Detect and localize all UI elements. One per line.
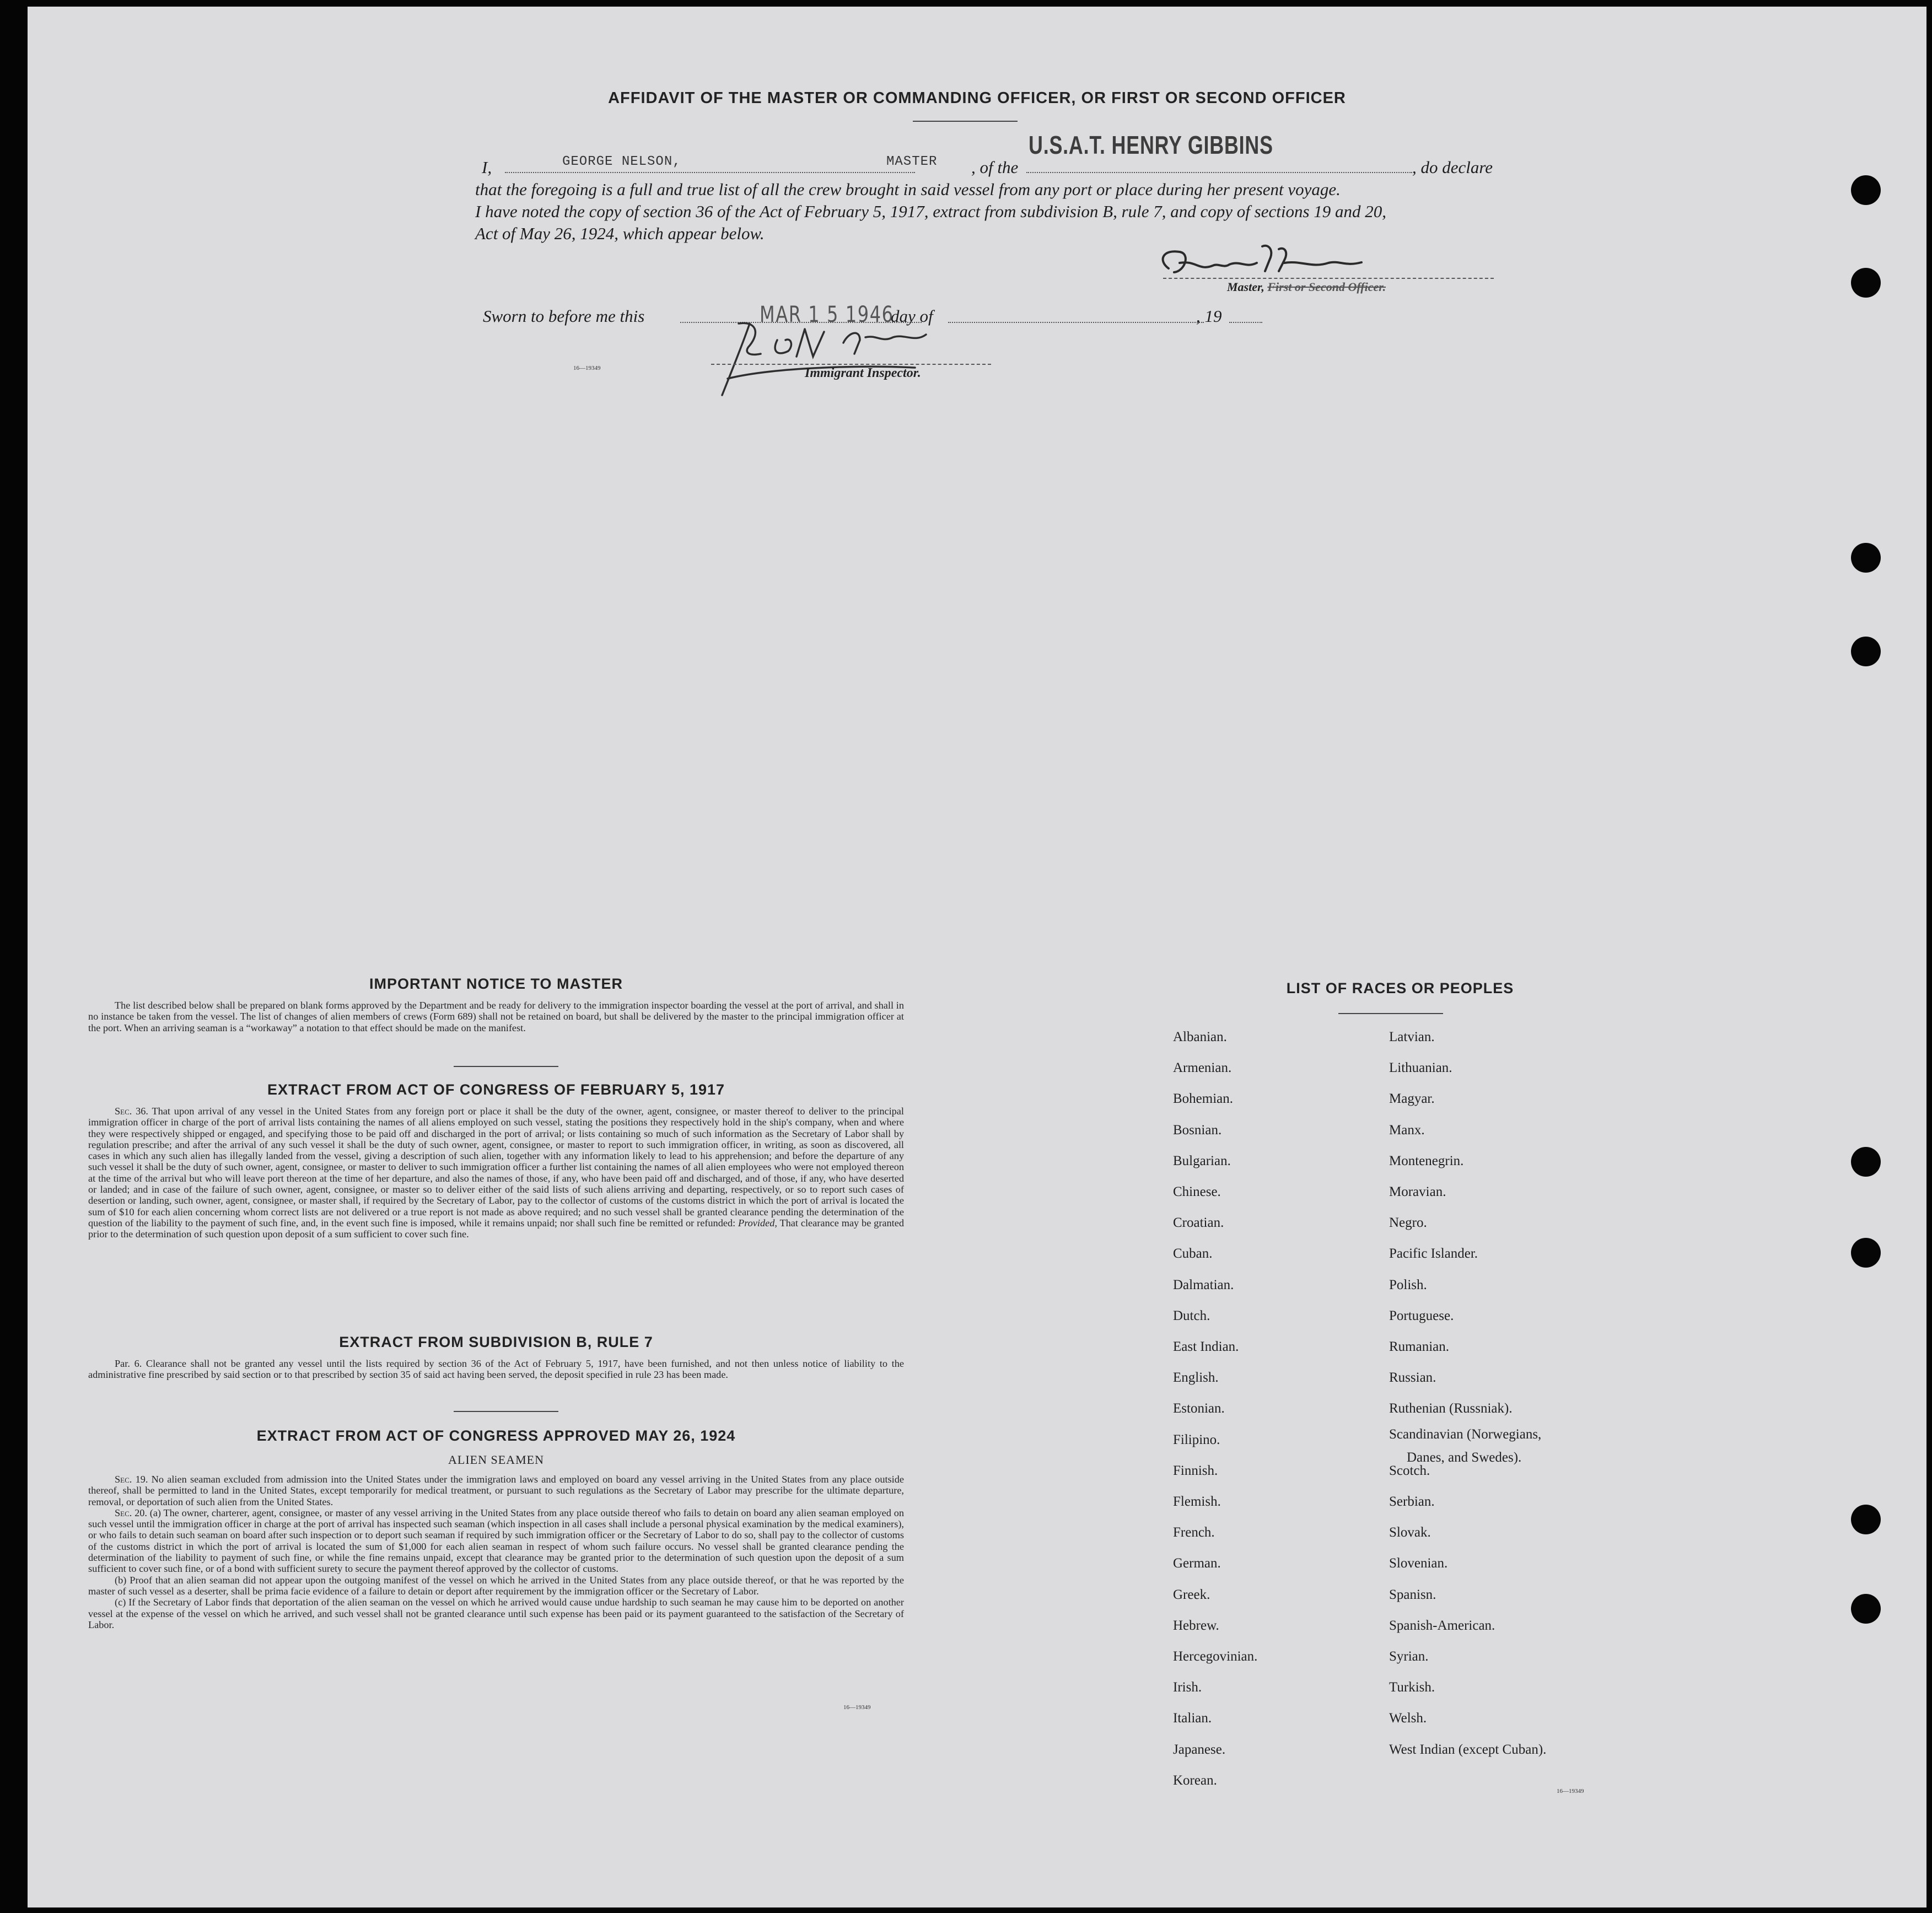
binder-hole bbox=[1851, 1238, 1881, 1268]
notice-paragraph: The list described below shall be prepared on blank forms approved by the Department and be ready for delivery to the immigration inspector boarding the vessel at the port of arrival, and shall in no instance be taken from the vessel. The list of changes of alien members of crews (Form 689) shall not be retained on board, but shall be delivered by the master to the principal immigration officer at the port. When an arriving seaman is a “workaway” a notation to that effect should be made on the manifest. bbox=[88, 1000, 904, 1033]
race-item: Chinese. bbox=[1173, 1184, 1221, 1199]
race-item: Filipino. bbox=[1173, 1432, 1220, 1447]
race-item: Slovak. bbox=[1389, 1525, 1431, 1540]
race-item: East Indian. bbox=[1173, 1339, 1239, 1354]
race-item: Manx. bbox=[1389, 1122, 1425, 1138]
race-item: Serbian. bbox=[1389, 1494, 1435, 1509]
sec20a-text: (a) The owner, charterer, agent, consignee, or master of any vessel arriving in the United States from any place outside thereof who fails to detain on board any alien seaman employed on such vessel until the immigration officer in charge at the port of arrival has inspected such seaman (which inspection in all cases shall include a personal physical examination by the medical examiners), or who fails to detain such seaman on board after such inspection or to deport such seaman if required by such immigration officer or the Secretary of Labor to do so, shall pay to the collector of customs of the customs district in which the port of arrival is located the sum of $1,000 for each alien seaman in respect of whom such failure occurs. No vessel shall be granted clearance pending the determination of the liability to payment of such fine, or while the fine remains unpaid, except that clearance may be granted prior to the determination of such question upon the deposit of a sum sufficient to cover such fine, or of a bond with sufficient surety to secure the payment thereof approved by the collector of customs. bbox=[88, 1507, 904, 1575]
race-item: Montenegrin. bbox=[1389, 1153, 1464, 1168]
binder-hole bbox=[1851, 1594, 1881, 1624]
race-item: English. bbox=[1173, 1370, 1219, 1386]
race-item: Spanisn. bbox=[1389, 1587, 1436, 1602]
race-item: Welsh. bbox=[1389, 1711, 1427, 1726]
race-item: Armenian. bbox=[1173, 1060, 1232, 1076]
race-item: Irish. bbox=[1173, 1680, 1202, 1695]
affidavit-line-4: Act of May 26, 1924, which appear below. bbox=[475, 224, 765, 243]
binder-hole bbox=[1851, 1505, 1881, 1534]
race-item: Albanian. bbox=[1173, 1030, 1227, 1044]
section-divider bbox=[454, 1323, 558, 1324]
race-item: Bohemian. bbox=[1173, 1091, 1234, 1107]
rule7-text bbox=[88, 1358, 904, 1381]
proviso-text: That clearance may be granted prior to the determination of such question upon deposit of a sum sufficient to cover such fine. bbox=[88, 1217, 904, 1240]
proviso-label: Provided, bbox=[738, 1217, 777, 1228]
notice-title: IMPORTANT NOTICE TO MASTER bbox=[369, 976, 623, 992]
title-divider bbox=[913, 121, 1018, 122]
race-item: Korean. bbox=[1173, 1772, 1217, 1788]
month-line bbox=[948, 322, 1204, 323]
do-declare-label: , do declare bbox=[1412, 158, 1493, 177]
binder-hole bbox=[1851, 268, 1881, 298]
sec20c-paragraph: (c) If the Secretary of Labor finds that deportation of the alien seaman on the vessel on which he arrived would cause undue hardship to such seaman he may cause him to be deported on another vessel at the expense of the vessel on which he arrived, and such vessel shall not be granted clearance until such expense has been paid or its payment guaranteed to the satisfaction of the Secretary of Labor. bbox=[88, 1597, 904, 1630]
year-line bbox=[1229, 322, 1262, 323]
race-item: Japanese. bbox=[1173, 1742, 1226, 1757]
affidavit-line-2: that the foregoing is a full and true list of all the crew brought in said vessel from any port or place during her present voyage. bbox=[475, 180, 1341, 199]
i-label: I, bbox=[482, 158, 492, 177]
binder-hole bbox=[1851, 175, 1881, 205]
section-divider bbox=[454, 1411, 558, 1412]
sec19-paragraph bbox=[88, 1474, 904, 1507]
race-item: Bulgarian. bbox=[1173, 1153, 1231, 1168]
affidavit-form-number: 16—19349 bbox=[573, 365, 601, 371]
affidavit-line-3: I have noted the copy of section 36 of the Act of February 5, 1917, extract from subdivision B, rule 7, and copy of sections 19 and 20, bbox=[475, 202, 1387, 221]
race-item: Polish. bbox=[1389, 1277, 1427, 1292]
affidavit-title: AFFIDAVIT OF THE MASTER OR COMMANDING OFFICER, OR FIRST OR SECOND OFFICER bbox=[608, 89, 1346, 107]
race-item: Italian. bbox=[1173, 1711, 1212, 1726]
notice-text bbox=[88, 1000, 904, 1033]
rule7-paragraph: Par. 6. Clearance shall not be granted any vessel until the lists required by section 36 of the Act of February 5, 1917, have been furnished, and not then unless notice of liability to the administrative fine prescribed by said section or to that prescribed by section 35 of said act having been served, the deposit specified in rule 23 has been made. bbox=[88, 1358, 904, 1381]
race-item: West Indian (except Cuban). bbox=[1389, 1742, 1547, 1757]
sworn-label: Sworn to before me this bbox=[483, 306, 645, 326]
year-prefix: , 19 bbox=[1196, 306, 1222, 326]
race-item: Hebrew. bbox=[1173, 1618, 1219, 1633]
caption-struck-officer: First or Second Officer. bbox=[1267, 280, 1386, 294]
extract-1924-text bbox=[88, 1474, 904, 1630]
race-item: Negro. bbox=[1389, 1215, 1427, 1231]
race-item: Slovenian. bbox=[1389, 1556, 1448, 1571]
extract-1917-title: EXTRACT FROM ACT OF CONGRESS OF FEBRUARY 5, 1917 bbox=[267, 1081, 725, 1098]
extract-1924-title: EXTRACT FROM ACT OF CONGRESS APPROVED MAY 26, 1924 bbox=[256, 1427, 736, 1444]
races-form-number: 16—19349 bbox=[1557, 1788, 1584, 1795]
race-item: Turkish. bbox=[1389, 1680, 1435, 1695]
caption-master: Master, bbox=[1227, 280, 1264, 294]
vessel-name-stamp: U.S.A.T. HENRY GIBBINS bbox=[1029, 131, 1273, 159]
rank-field: MASTER bbox=[886, 154, 938, 169]
master-name-field: GEORGE NELSON, bbox=[562, 154, 681, 169]
inspector-line bbox=[711, 364, 991, 365]
inspector-signature bbox=[695, 312, 932, 401]
race-item: Hercegovinian. bbox=[1173, 1649, 1258, 1664]
signature-caption bbox=[1227, 280, 1386, 294]
rule7-title: EXTRACT FROM SUBDIVISION B, RULE 7 bbox=[339, 1334, 653, 1350]
race-item: Dalmatian. bbox=[1173, 1277, 1234, 1292]
binder-hole bbox=[1851, 1147, 1881, 1177]
race-item: Moravian. bbox=[1389, 1184, 1446, 1199]
races-title: LIST OF RACES OR PEOPLES bbox=[1286, 980, 1514, 996]
race-item: Magyar. bbox=[1389, 1091, 1435, 1107]
race-item: Cuban. bbox=[1173, 1246, 1213, 1262]
sec20a-paragraph bbox=[88, 1507, 904, 1575]
day-of-label: day of bbox=[891, 306, 933, 326]
race-item: Scotch. bbox=[1389, 1463, 1430, 1478]
races-divider bbox=[1338, 1013, 1443, 1014]
race-item: German. bbox=[1173, 1556, 1221, 1571]
date-stamp: MAR 1 5 1946 bbox=[760, 302, 894, 327]
race-item: Scandinavian (Norwegians, bbox=[1389, 1426, 1542, 1442]
race-item: Ruthenian (Russniak). bbox=[1389, 1401, 1513, 1416]
race-item: Spanish-American. bbox=[1389, 1618, 1495, 1633]
inspector-label: Immigrant Inspector. bbox=[805, 366, 921, 380]
race-item: Portuguese. bbox=[1389, 1308, 1454, 1323]
race-item: Russian. bbox=[1389, 1370, 1436, 1386]
race-item: Danes, and Swedes). bbox=[1407, 1449, 1522, 1465]
sec20-label: Sec. 20. bbox=[115, 1507, 147, 1518]
extract-1917-text bbox=[88, 1106, 904, 1240]
sec36-label: Sec. 36. bbox=[115, 1106, 149, 1117]
sec36-text: That upon arrival of any vessel in the United States from any foreign port or place it shall be the duty of the owner, agent, consignee, or master thereof to deliver to the principal immigration officer in charge of the port of arrival lists containing the names of all aliens employed on such vessel, stating the positions they respectively hold in the ship's company, when and where they were respectively shipped or engaged, and specifying those to be paid off and discharged in the port of arrival; or lists containing so much of such information as the Secretary of Labor shall by regulation prescribe; and after the arrival of any such vessel it shall be the duty of such owner, agent, consignee, or master to report to such immigration officer, in writing, as soon as discovered, all cases in which any such alien has illegally landed from the vessel, giving a description of such alien, together with any information likely to lead to his apprehension; and before the departure of any such vessel it shall be the duty of such owner, agent, consignee, or master to deliver to such immigration officer a further list containing the names of all alien employees who were not employed thereon at the time of the arrival but who will leave port thereon at the time of her departure, and also the names of those, if any, who have been paid off and discharged, and of those, if any, who have deserted or landed; and in case of the failure of such owner, agent, consignee, or master so to deliver either of the said lists of such aliens arriving and departing, respectively, or so to report such cases of desertion or landing, such owner, agent, consignee, or master shall, if required by the Secretary of Labor, pay to the collector of customs of the customs district in which the port of arrival is located the sum of $10 for each alien concerning whom correct lists are not delivered or a true report is not made as above required; and no such vessel shall be granted clearance pending the determination of the question of the liability to the payment of such fine, and, in the event such fine is imposed, while it remains unpaid; nor shall such fine be remitted or refunded: bbox=[88, 1106, 904, 1228]
race-item: Pacific Islander. bbox=[1389, 1246, 1478, 1262]
sec20b-paragraph: (b) Proof that an alien seaman did not appear upon the outgoing manifest of the vessel on which he arrived in the United States from any place outside thereof, or that he was reported by the master of such vessel as a deserter, shall be prima facie evidence of a failure to detain or deport after requirement by the immigration officer or the Secretary of Labor. bbox=[88, 1574, 904, 1597]
alien-seamen-subtitle: ALIEN SEAMEN bbox=[448, 1453, 544, 1467]
vessel-line bbox=[1026, 172, 1412, 173]
signature-line bbox=[1163, 278, 1494, 279]
binder-hole bbox=[1851, 637, 1881, 666]
race-item: Syrian. bbox=[1389, 1649, 1429, 1664]
race-item: Latvian. bbox=[1389, 1030, 1435, 1044]
race-item: Lithuanian. bbox=[1389, 1060, 1452, 1076]
race-item: Greek. bbox=[1173, 1587, 1210, 1602]
race-item: Finnish. bbox=[1173, 1463, 1218, 1478]
extract-form-number: 16—19349 bbox=[843, 1704, 871, 1711]
document-page bbox=[28, 7, 1926, 1907]
sec19-text: No alien seaman excluded from admission into the United States under the immigration laws and employed on board any vessel arriving in the United States from any place outside thereof, shall be permitted to land in the United States, except temporarily for medical treatment, or pursuant to such regulations as the Secretary of Labor may prescribe for the ultimate departure, removal, or deportation of such alien from the United States. bbox=[88, 1474, 904, 1507]
race-item: Rumanian. bbox=[1389, 1339, 1450, 1354]
race-item: French. bbox=[1173, 1525, 1215, 1540]
of-the-label: , of the bbox=[971, 158, 1019, 177]
race-item: Bosnian. bbox=[1173, 1122, 1222, 1138]
sec19-label: Sec. 19. bbox=[115, 1474, 148, 1485]
sec36-paragraph bbox=[88, 1106, 904, 1240]
race-item: Estonian. bbox=[1173, 1401, 1225, 1416]
race-item: Croatian. bbox=[1173, 1215, 1224, 1231]
race-item: Flemish. bbox=[1173, 1494, 1221, 1509]
race-item: Dutch. bbox=[1173, 1308, 1210, 1323]
binder-hole bbox=[1851, 543, 1881, 573]
name-line bbox=[505, 172, 915, 173]
section-divider bbox=[454, 1066, 558, 1067]
